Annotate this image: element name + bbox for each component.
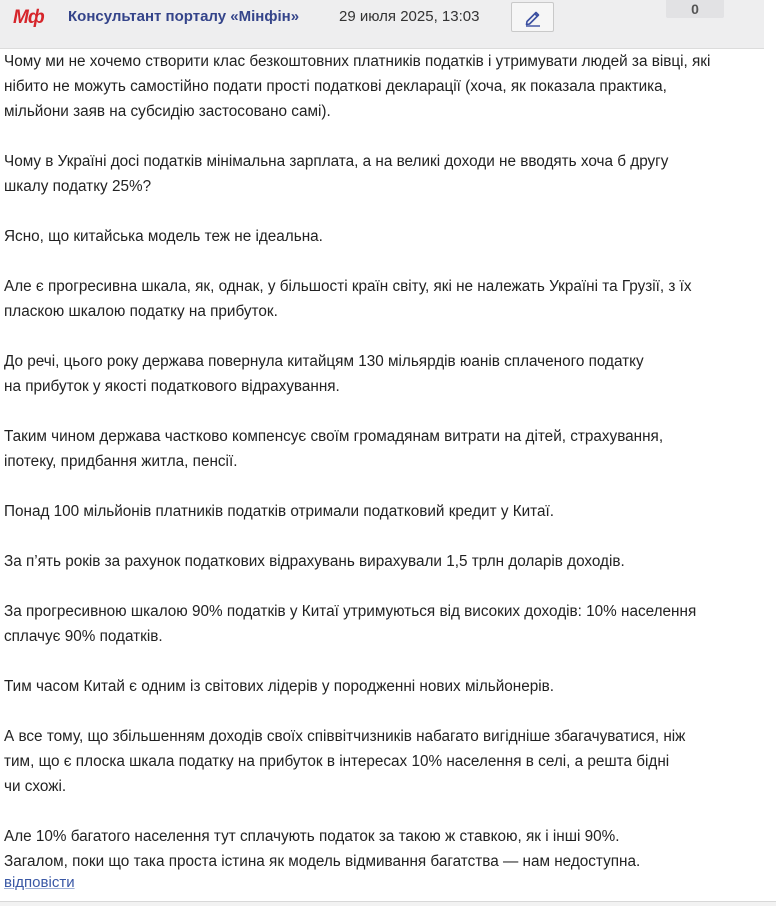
vote-count: 0 (666, 0, 724, 18)
comment-paragraph: Ясно, що китайська модель теж не ідеальна. (4, 228, 323, 245)
comment-body (4, 49, 764, 874)
comment-paragraph: До речі, цього року держава повернула китайцям 130 мільярдів юанів сплаченого податку на прибуток у якості податкового відрахування. (4, 353, 644, 395)
comment-paragraph: Понад 100 мільйонів платників податків отримали податковий кредит у Китаї. (4, 503, 555, 520)
comment-paragraph: Таким чином держава частково компенсує своїм громадянам витрати на дітей, страхування, іпотеку, придбання житла, пенсії. (4, 428, 664, 470)
pencil-icon (523, 7, 543, 27)
comment-paragraph: Тим часом Китай є одним із світових лідерів у породженні нових мільйонерів. (4, 678, 555, 695)
author-name[interactable]: Консультант порталу «Мінфін» (68, 8, 300, 25)
reply-link[interactable]: відповісти (4, 874, 75, 891)
edit-button[interactable] (511, 2, 554, 32)
comment-paragraph: Але є прогресивна шкала, як, однак, у більшості країн світу, які не належать Україні та Грузії, з їх пласкою шкалою податку на прибуток. (4, 278, 692, 320)
comment-paragraph: Але 10% багатого населення тут сплачують податок за такою ж ставкою, як і інші 90%. Загалом, поки що така проста істина як модель відмивання багатства — нам недоступна. (4, 828, 641, 870)
comment-paragraph: За п’ять років за рахунок податкових відрахувань вирахували 1,5 трлн доларів доходів. (4, 553, 625, 570)
next-comment-edge (0, 902, 776, 906)
comment-paragraph: Чому ми не хочемо створити клас безкоштовних платників податків і утримувати людей за вівці, які нібито не можуть самостійно подати прості податкові декларації (хоча, як показала практика, мільйони заяв на субсидію застосовано самі). (4, 53, 711, 120)
comment-header (0, 0, 764, 49)
comment-paragraph: За прогресивною шкалою 90% податків у Китаї утримуються від високих доходів: 10% населення сплачує 90% податків. (4, 603, 697, 645)
comment-date: 29 июля 2025, 13:03 (339, 8, 480, 25)
comment-paragraph: А все тому, що збільшенням доходів своїх співвітчизників набагато вигідніше збагачуватися, ніж тим, що є плоска шкала податку на прибуток в інтересах 10% населення в селі, а решта бідні чи схожі. (4, 728, 686, 795)
minfin-logo: Мф (13, 7, 44, 28)
comment-paragraph: Чому в Україні досі податків мінімальна зарплата, а на великі доходи не вводять хоча б другу шкалу податку 25%? (4, 153, 669, 195)
